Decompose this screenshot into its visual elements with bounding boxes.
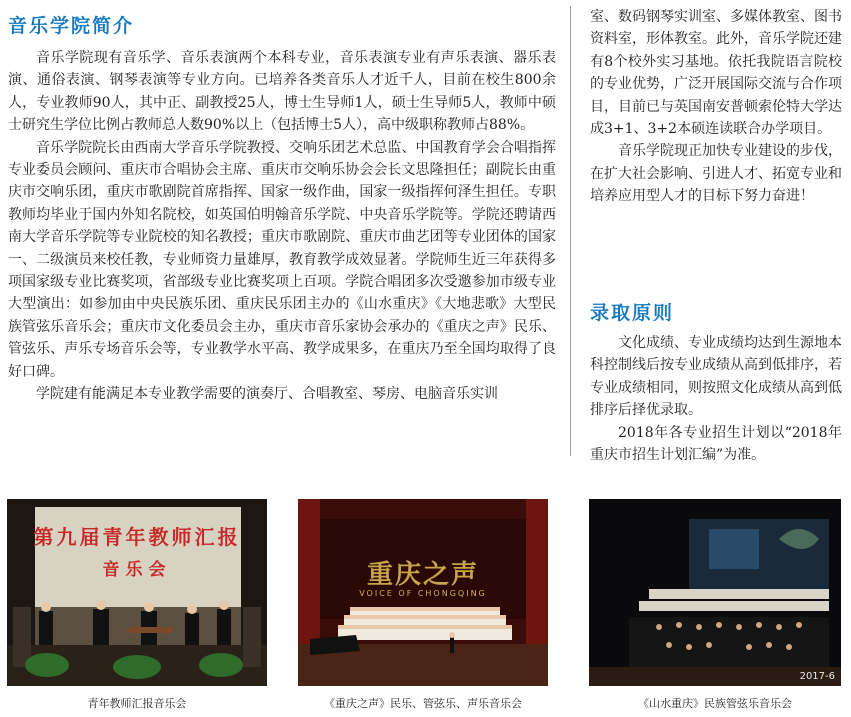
photo-shanshui-chongqing <box>589 499 841 686</box>
photo-caption: 《山水重庆》民族管弦乐音乐会 <box>638 697 792 710</box>
column-divider <box>570 6 571 456</box>
admission-paragraph: 2018年各专业招生计划以“2018年重庆市招生计划汇编”为准。 <box>590 424 842 464</box>
banner-title: 第九届青年教师汇报 <box>33 525 241 549</box>
photo-caption: 青年教师汇报音乐会 <box>87 697 187 710</box>
intro-continuation: 室、数码钢琴实训室、多媒体教室、图书资料室，形体教室。此外，音乐学院还建有8个校外实习基地。依托我院语言院校的专业优势，广泛开展国际交流与合作项目，目前已与英国南安普顿索伦特大学达成3+1、3+2本硕连读联合办学项目。 <box>590 9 842 138</box>
photo-young-teachers-concert <box>7 499 267 686</box>
intro-paragraph: 音乐学院现有音乐学、音乐表演两个本科专业，音乐表演专业有声乐表演、器乐表演、通俗表演、钢琴表演等专业方向。已培养各类音乐人才近千人，目前在校生800余人，专业教师90人，其中正、副教授25人，博士生导师1人，硕士生导师5人，教师中硕士研究生学位比例占教师总人数90%以上（包括博士5人），高中级职称教师占88%。 <box>8 50 556 134</box>
date-stamp: 2017-6 <box>799 671 835 682</box>
orchestra-stage-image <box>589 499 841 686</box>
stage-title: 重庆之声 <box>366 560 479 590</box>
intro-text-column <box>8 47 556 406</box>
banner-subtitle: 音乐会 <box>102 560 172 580</box>
intro-paragraph: 音乐学院院长由西南大学音乐学院教授、交响乐团艺术总监、中国教育学会合唱指挥专业委员会顾问、重庆市合唱协会主席、重庆市交响乐协会会长文思隆担任；副院长由重庆市交响乐团，重庆市歌剧院首席指挥、国家一级作曲，国家一级指挥何泽生担任。专职教师均毕业于国内外知名院校，如英国伯明翰音乐学院、中央音乐学院等。学院还聘请西南大学音乐学院等专业院校的知名教授；重庆市歌剧院、重庆市曲艺团等专业团体的国家一、二级演员来校任教，专业师资力量雄厚，教育教学成效显著。学院师生近三年获得多项国家级专业比赛奖项，省部级专业比赛奖项上百项。学院合唱团多次受邀参加市级专业大型演出：如参加由中央民族乐团、重庆民乐团主办的《山水重庆》《大地悲歌》大型民族管弦乐音乐会；重庆市文化委员会主办，重庆市音乐家协会承办的《重庆之声》民乐、管弦乐、声乐专场音乐会等，专业教学水平高、教学成果多，在重庆乃至全国均取得了良好口碑。 <box>8 139 556 380</box>
admission-paragraph: 文化成绩、专业成绩均达到生源地本科控制线后按专业成绩从高到低排序，若专业成绩相同，则按照文化成绩从高到低排序后择优录取。 <box>590 335 842 419</box>
photo-caption: 《重庆之声》民乐、管弦乐、声乐音乐会 <box>324 697 522 710</box>
admission-text-column <box>590 332 842 466</box>
intro-heading: 音乐学院简介 <box>8 15 135 37</box>
intro-closing: 音乐学院现正加快专业建设的步伐，在扩大社会影响、引进人才、拓宽专业和培养应用型人才的目标下努力奋进！ <box>590 143 842 205</box>
admission-heading: 录取原则 <box>590 302 675 324</box>
photo-voice-of-chongqing <box>298 499 548 686</box>
stage-subtitle: VOICE OF CHONGQING <box>359 589 487 598</box>
intro-paragraph: 学院建有能满足本专业教学需要的演奏厅、合唱教室、琴房、电脑音乐实训 <box>36 386 498 403</box>
intro-continued-column <box>590 6 842 208</box>
